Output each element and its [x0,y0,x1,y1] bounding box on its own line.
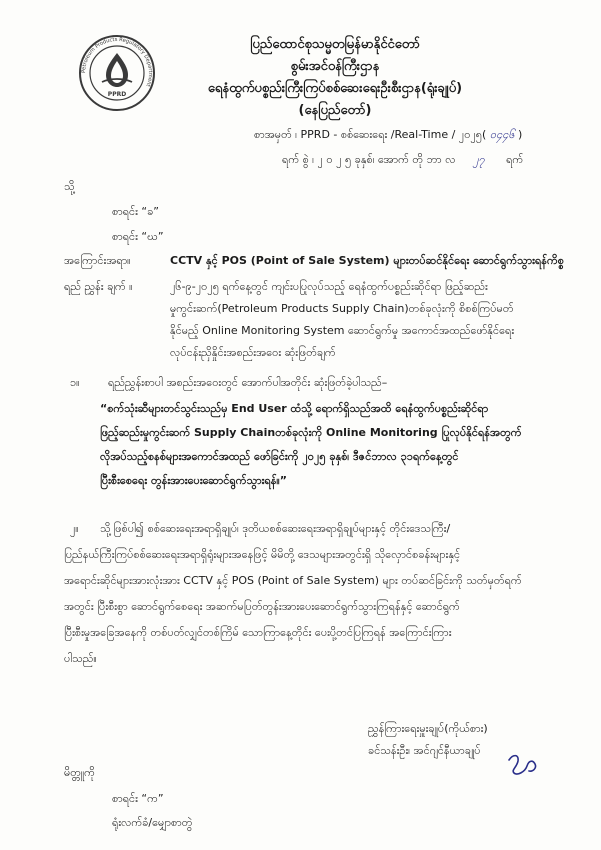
para-1-quote-line-4: ပြီးစီးစေရေး တွန်းအားပေးဆောင်ရွက်သွားရန်။” [100,474,288,487]
subject-text: CCTV နှင့် POS (Point of Sale System) များတပ်ဆင်နိုင်ရေး ဆောင်ရွက်သွားရန်ကိစ္စ [170,254,564,267]
para-2-line-4: အတွင်း ပြီးစီးစွာ ဆောင်ရွက်စေရေး အဆက်မပြတ်တွန်းအားပေးဆောင်ရွက်သွားကြရန်နှင့် ဆောင်ရွက် [64,600,460,613]
para-2-number: ၂။ [70,522,79,535]
to-label: သို့ [64,180,75,193]
reference-number-value: ၀၄၄၆ [489,128,515,141]
reference-number-label: စာအမှတ် ၊ PPRD - စစ်ဆေးရေး /Real-Time / ၂၀၂၅( [254,128,490,141]
reference-date-suffix: ရက် [506,153,524,166]
header-line-1: ပြည်ထောင်စုသမ္မတမြန်မာနိုင်ငံတော် [250,37,420,52]
reference-para-line-1: ၂၆-၉-၂၀၂၅ ရက်နေ့တွင် ကျင်းပပြုလုပ်သည့် ရေနံထွက်ပစ္စည်းဆိုင်ရာ ဖြည့်ဆည်း [170,280,488,293]
reference-para-line-2: မှုကွင်းဆက်(Petroleum Products Supply Chain)တစ်ခုလုံးကို စိစစ်ကြပ်မတ် [170,302,514,315]
seal-abbr: PPRD [107,91,127,98]
subject-label: အကြောင်းအရာ။ [64,254,131,267]
para-1-intro: ရည်ညွှန်းစာပါ အစည်းအဝေးတွင် အောက်ပါအတိုင်း ဆုံးဖြတ်ခဲ့ပါသည်– [108,376,388,389]
para-1-quote-line-3: လိုအပ်သည့်စနစ်များအကောင်အထည် ဖော်ခြင်းကို ၂၀၂၅ ခုနှစ်၊ ဒီဇင်ဘာလ ၃၁ရက်နေ့တွင် [100,450,459,463]
para-1-quote-line-2: ဖြည့်ဆည်းမှုကွင်းဆက် Supply Chainတစ်ခုလုံးကို Online Monitoring ပြုလုပ်နိုင်ရန်အတွက် [100,426,522,439]
copy-recipient-office-file: ရုံးလက်ခံ/မျှောစာတွဲ [112,816,193,829]
copy-recipient-list-ka: စာရင်း “က” [112,792,164,805]
para-1-number: ၁။ [70,376,80,389]
reference-label: ရည် ညွှန်း ချက် ။ [64,280,133,293]
reference-para-line-4: လုပ်ငန်းညှိနှိုင်းအစည်းအဝေး ဆုံးဖြတ်ချက် [170,346,336,359]
para-2-line-3: အရောင်းဆိုင်များအားလုံးအား CCTV နှင့် POS (Point of Sale System) များ တပ်ဆင်ခြင်းကို သတ်မှတ်ရက် [64,574,522,587]
handwritten-signature [505,752,539,778]
recipient-list-gha: စာရင်း “ဃ” [112,230,164,243]
para-2-line-2: ပြည်နယ်ကြီးကြပ်စစ်ဆေးရေးအရာရှိရုံးများအနေဖြင့် မိမိတို့ ဒေသများအတွင်းရှိ သိုလှောင်စခန်းများနှင့် [64,548,461,561]
reference-para-line-3: နိုင်မည့် Online Monitoring System ဆောင်ရွက်မှု အကောင်အထည်ဖော်နိုင်ရေး [170,324,515,337]
reference-date-value: ၂၇ [473,153,485,166]
para-2-line-1: သို့ဖြစ်ပါ၍ စစ်ဆေးရေးအရာရှိချုပ်၊ ဒုတိယစစ်ဆေးရေးအရာရှိချုပ်များနှင့် တိုင်းဒေသကြီး/ [100,522,451,535]
department-seal-logo [78,34,156,112]
recipient-list-kha: စာရင်း “ခ” [112,205,160,218]
reference-date-label: ရက် စွဲ ၊ ၂ ၀ ၂ ၅ ခုနှစ်၊ အောက် တို ဘာ လ [282,153,456,166]
header-line-4: (နေပြည်တော်) [298,103,372,118]
copy-to-label: မိတ္တူကို [64,766,95,779]
header-line-2: စွမ်းအင်ဝန်ကြီးဌာန [290,59,380,74]
reference-number-line [254,128,522,144]
para-1-quote-line-1: “စက်သုံးဆီများတင်သွင်းသည်မှ End User ထံသို့ ရောက်ရှိသည်အထိ ရေနံထွက်ပစ္စည်းဆိုင်ရာ [100,402,489,415]
reference-number-close: ) [514,128,523,141]
para-2-line-5: ပြီးစီးမှုအခြေအနေကို တစ်ပတ်လျှင်တစ်ကြိမ် သောကြာနေ့တိုင်း ပေးပို့တင်ပြကြရန် အကြောင်းကြား [64,626,452,639]
para-2-line-6: ပါသည်။ [64,652,97,665]
header-line-3: ရေနံထွက်ပစ္စည်းကြီးကြပ်စစ်ဆေးရေးဦးစီးဌာန(ရုံးချုပ်) [207,81,463,96]
reference-date-line [282,153,523,169]
signoff-name: ခင်သန်းဦး၊ အင်ဂျင်နီယာချုပ် [368,744,481,757]
seal-ring-text: Petroleum Products Regulatory Department [80,36,154,88]
signoff-title: ညွှန်ကြားရေးမှူးချုပ်(ကိုယ်စား) [368,722,488,735]
